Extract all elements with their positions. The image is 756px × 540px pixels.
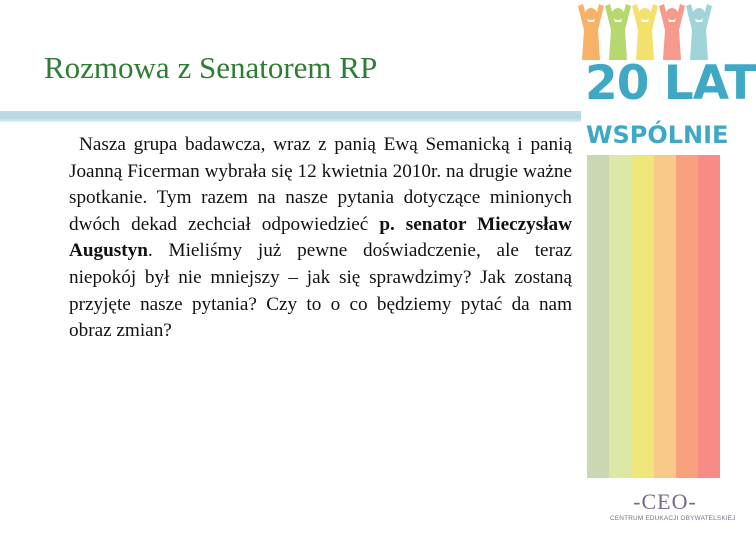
body-text-bold-name: p. senator Mieczysław Augustyn <box>69 213 573 262</box>
logo-stripe <box>609 155 631 478</box>
person-head <box>612 8 624 20</box>
logo-stripe <box>631 155 653 478</box>
logo-20-lat-text: 20 LAT <box>585 56 756 111</box>
person-head <box>693 8 705 20</box>
person-head <box>585 8 597 20</box>
person-head <box>639 8 651 20</box>
people-silhouettes-icon <box>581 0 720 60</box>
title-underline <box>0 111 581 122</box>
ceo-mark: -CEO- <box>633 489 697 514</box>
ceo-logo <box>610 489 736 534</box>
ceo-full-name: CENTRUM EDUKACJI OBYWATELSKIEJ <box>610 515 736 522</box>
slide-title: Rozmowa z Senatorem RP <box>44 50 378 85</box>
logo-stripe <box>587 155 609 478</box>
logo-stripe <box>698 155 720 478</box>
body-text-end: . Mieliśmy już pewne doświadczenie, ale teraz niepokój był nie mniejszy – jak się sprawdzimy? Jak zostaną przyjęte nasze pytania? Czy to o co będziemy pytać da nam obraz zmian? <box>69 240 572 342</box>
logo-stripe <box>654 155 676 478</box>
logo-stripe <box>676 155 698 478</box>
person-head <box>666 8 678 20</box>
body-text-start: Nasza grupa badawcza, wraz z panią Ewą Semanicką i panią Joanną Ficerman wybrała się 12 kwietnia 2010r. na drugie ważne spotkanie. Tym razem na nasze pytania dotyczące minionych dwóch dekad zechciał odpowiedzieć <box>69 134 572 235</box>
logo-wspolnie-text: WSPÓLNIE <box>586 121 729 149</box>
slide-body-text <box>69 132 572 345</box>
logo-color-stripes <box>587 155 720 478</box>
anniversary-logo <box>581 0 756 540</box>
